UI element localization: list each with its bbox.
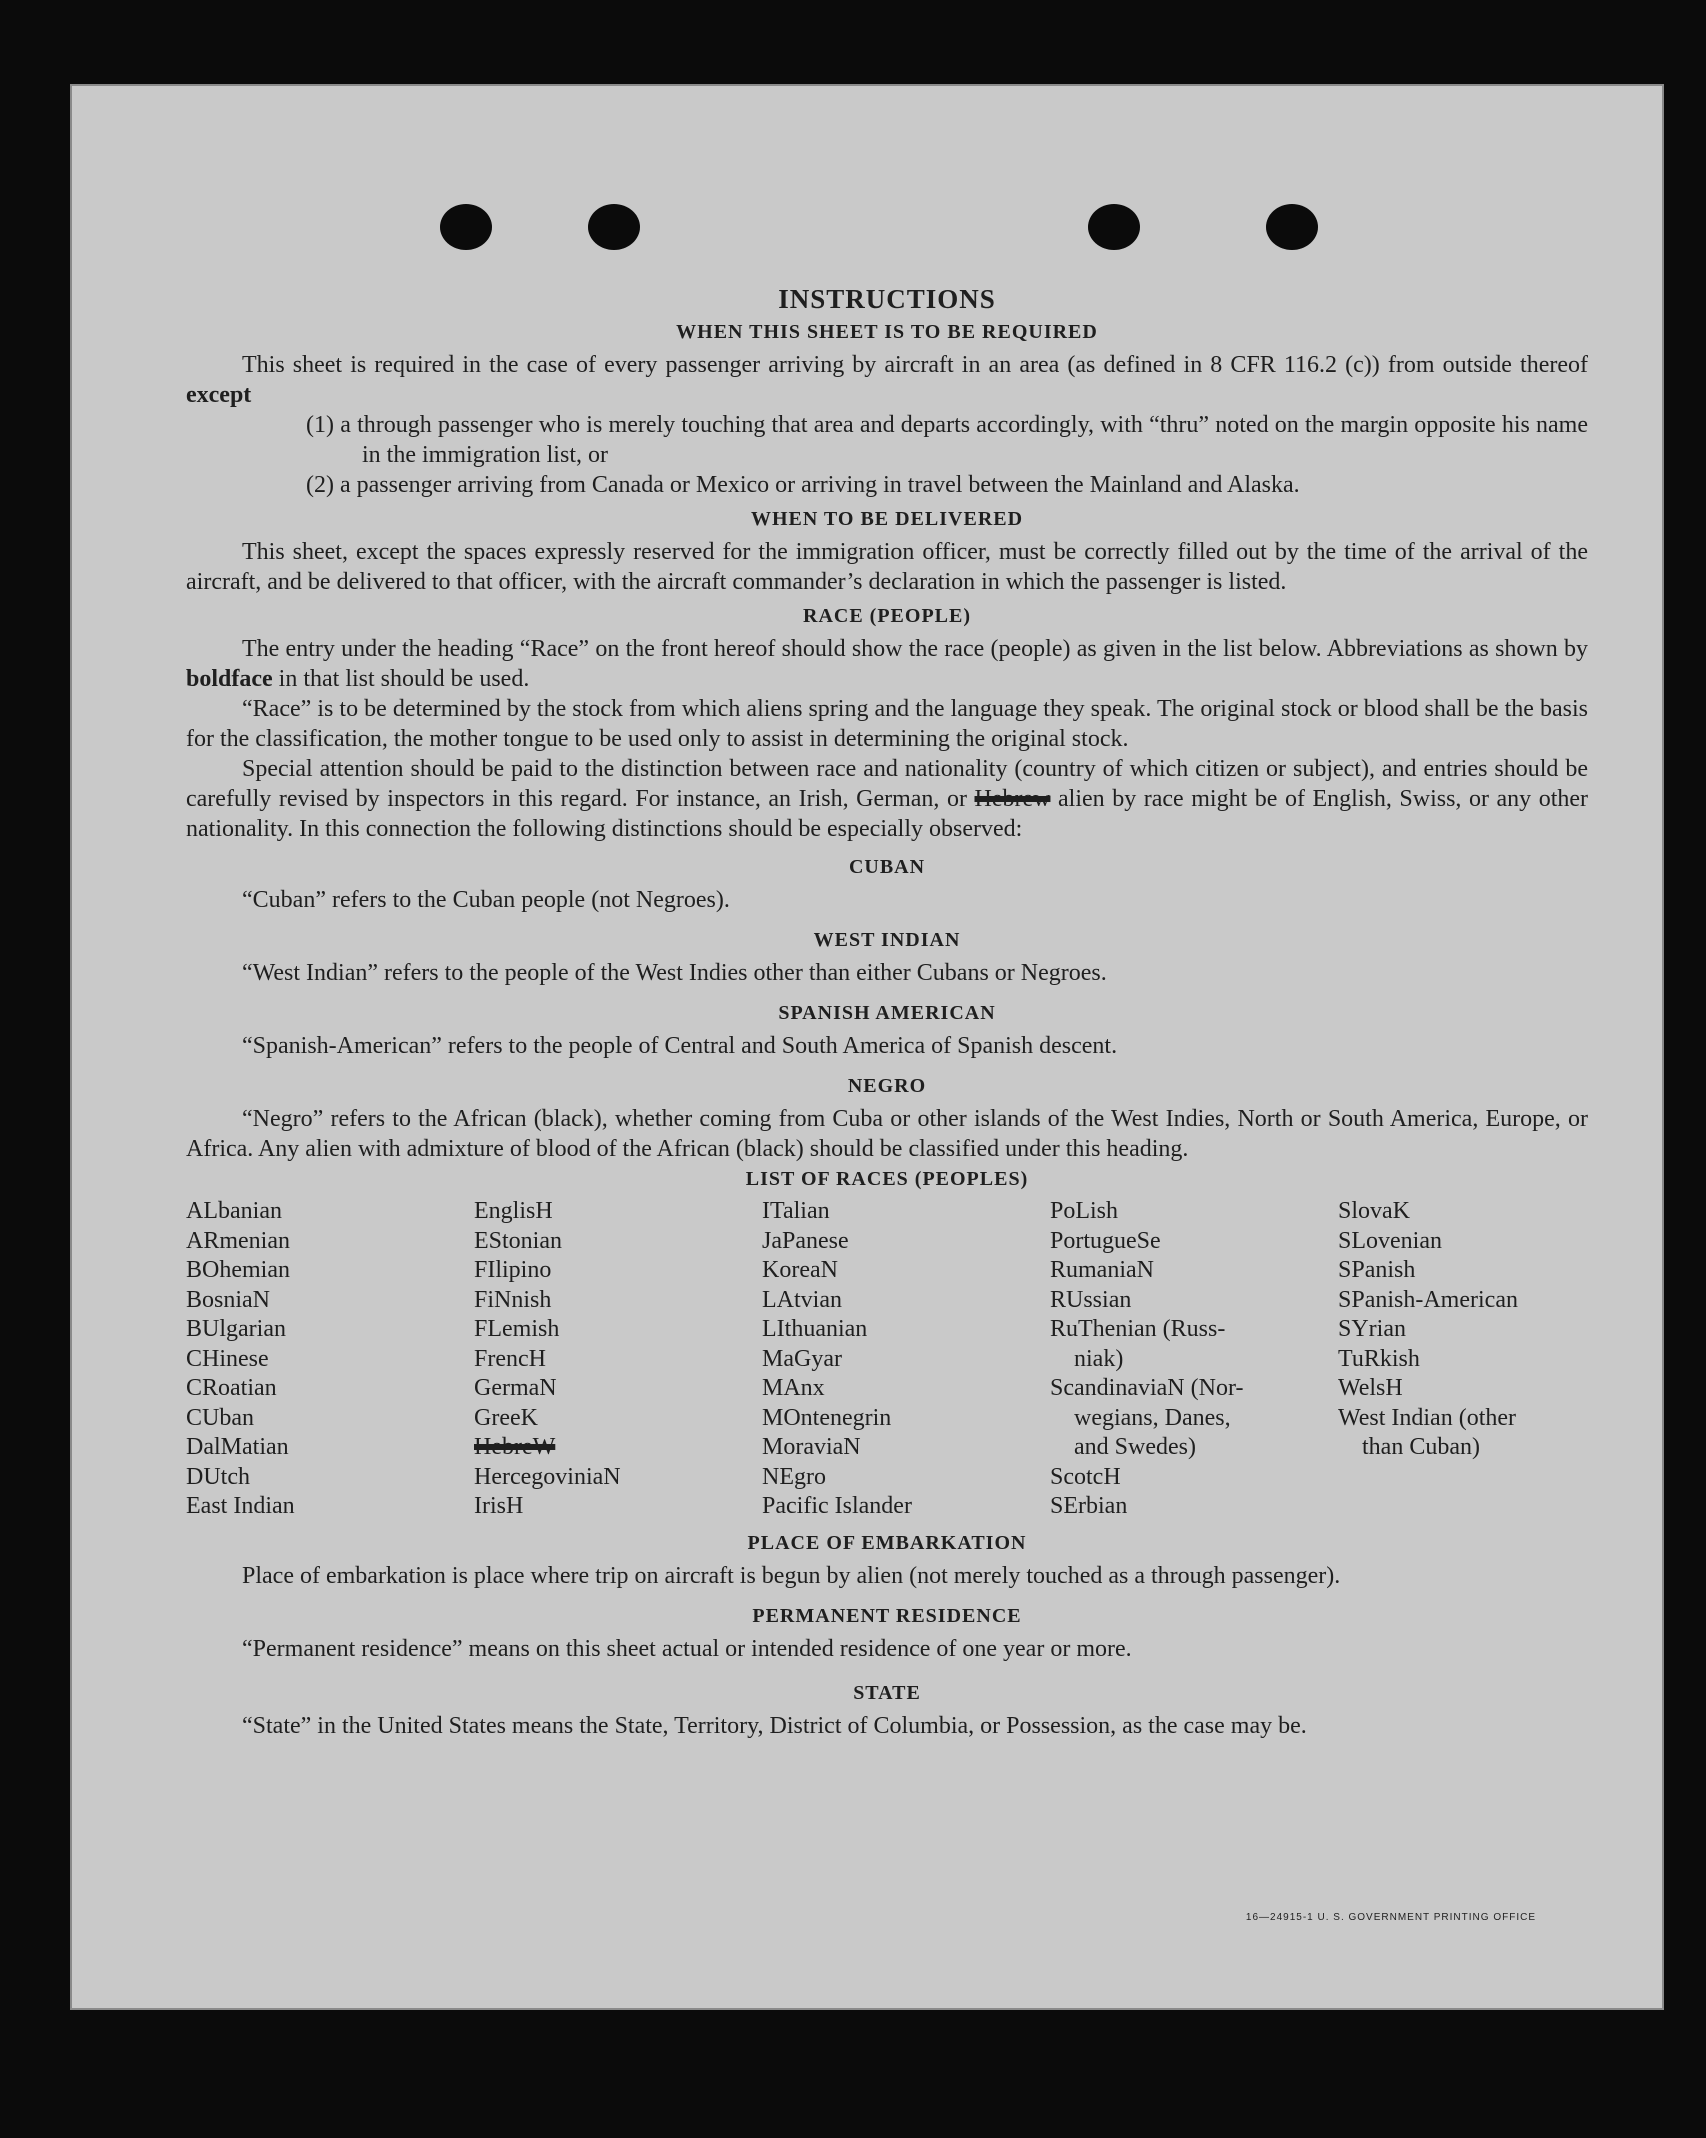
heading-spanish-american: SPANISH AMERICAN <box>778 1002 996 1024</box>
punch-hole <box>1088 204 1140 250</box>
race-item: BUlgarian <box>186 1316 286 1342</box>
race-item: RUssian <box>1050 1286 1132 1313</box>
race-item: GreeK <box>474 1404 538 1431</box>
exception-item-1: (1) a through passenger who is merely touching that area and departs accordingly, with “thru” noted on the margin opposite his name in the immigration list, or <box>306 412 1589 468</box>
race-item: RuThenian (Russ- <box>1050 1316 1226 1342</box>
instructions-content <box>186 284 1588 1755</box>
race-item: Pacific Islander <box>762 1493 912 1519</box>
punch-hole <box>440 204 492 250</box>
race-item: East Indian <box>186 1493 295 1519</box>
punch-hole <box>588 204 640 250</box>
race-item-continuation: than Cuban) <box>1362 1434 1480 1460</box>
race-item: SPanish <box>1338 1257 1416 1283</box>
race-item: LIthuanian <box>762 1316 868 1342</box>
race-item-continuation: wegians, Danes, <box>1074 1404 1231 1431</box>
race-item: EnglisH <box>474 1198 553 1224</box>
race-paragraph-1: The entry under the heading “Race” on the front hereof should show the race (people) as given in the list below. Abbreviations as shown by boldface in that list should be used. <box>186 636 1588 692</box>
race-item: CRoatian <box>186 1375 277 1401</box>
race-item: JaPanese <box>762 1227 849 1254</box>
heading-permanent-residence: PERMANENT RESIDENCE <box>752 1604 1022 1627</box>
race-item: DUtch <box>186 1463 250 1490</box>
heading-when-required: WHEN THIS SHEET IS TO BE REQUIRED <box>676 321 1098 343</box>
race-item: ScandinaviaN (Nor- <box>1050 1375 1244 1401</box>
race-paragraph-2: “Race” is to be determined by the stock from which aliens spring and the language they speak. The original stock or blood shall be the basis for the classification, the mother tongue to be used only to assist in determining the original stock. <box>186 696 1588 752</box>
permanent-residence-text: “Permanent residence” means on this sheet actual or intended residence of one year or more. <box>242 1635 1132 1662</box>
race-item: EStonian <box>474 1227 562 1254</box>
embarkation-text: Place of embarkation is place where trip on aircraft is begun by alien (not merely touched as a through passenger). <box>242 1562 1341 1589</box>
races-list <box>186 1197 1588 1522</box>
race-item: TuRkish <box>1338 1345 1420 1372</box>
definition-cuban: “Cuban” refers to the Cuban people (not Negroes). <box>242 887 730 913</box>
race-item: MoraviaN <box>762 1434 861 1460</box>
race-item: SLovenian <box>1338 1227 1442 1254</box>
punch-hole <box>1266 204 1318 250</box>
definition-west-indian: “West Indian” refers to the people of the West Indies other than either Cubans or Negroes. <box>242 960 1107 986</box>
race-item: SlovaK <box>1338 1198 1410 1224</box>
races-column-3 <box>762 1197 1050 1522</box>
race-item: FIlipino <box>474 1257 552 1283</box>
race-item: LAtvian <box>762 1286 842 1313</box>
race-item: PortugueSe <box>1050 1227 1161 1254</box>
definition-negro: “Negro” refers to the African (black), whether coming from Cuba or other islands of the West Indies, North or South America, Europe, or Africa. Any alien with admixture of blood of the African (black) should be classified under this heading. <box>186 1106 1588 1162</box>
race-item-continuation: niak) <box>1074 1345 1124 1372</box>
heading-embarkation: PLACE OF EMBARKATION <box>747 1531 1027 1554</box>
race-item: CHinese <box>186 1345 269 1372</box>
race-item-struck: HebreW <box>474 1434 556 1460</box>
races-column-5 <box>1338 1197 1588 1522</box>
heading-state: STATE <box>853 1681 921 1704</box>
race-item: West Indian (other <box>1338 1404 1517 1431</box>
race-item: FrencH <box>474 1345 546 1372</box>
state-text: “State” in the United States means the State, Territory, District of Columbia, or Possession, as the case may be. <box>242 1712 1307 1739</box>
race-item: GermaN <box>474 1375 557 1401</box>
race-item: RumaniaN <box>1050 1257 1154 1283</box>
race-item: SPanish-American <box>1338 1286 1518 1313</box>
heading-west-indian: WEST INDIAN <box>813 929 961 951</box>
heading-negro: NEGRO <box>847 1075 927 1097</box>
race-item: FiNnish <box>474 1286 552 1313</box>
race-paragraph-3: Special attention should be paid to the distinction between race and nationality (country of which citizen or subject), and entries should be carefully revised by inspectors in this regard. For instance, an Irish, German, or Hebrew alien by race might be of English, Swiss, or any other nationality. In this connection the following distinctions should be especially observed: <box>186 756 1588 842</box>
race-item: PoLish <box>1050 1198 1119 1224</box>
race-item: MaGyar <box>762 1345 842 1372</box>
heading-list-of-races: LIST OF RACES (PEOPLES) <box>745 1168 1029 1190</box>
race-item: NEgro <box>762 1463 826 1490</box>
race-item: ALbanian <box>186 1198 282 1224</box>
race-item-continuation: and Swedes) <box>1074 1434 1196 1460</box>
race-item: SYrian <box>1338 1316 1406 1342</box>
race-item: KoreaN <box>762 1257 838 1283</box>
race-item: IrisH <box>474 1493 524 1519</box>
race-item: ARmenian <box>186 1227 290 1254</box>
definition-spanish-american: “Spanish-American” refers to the people of Central and South America of Spanish descent. <box>242 1033 1118 1059</box>
race-item: SErbian <box>1050 1493 1128 1519</box>
page-title: INSTRUCTIONS <box>778 284 996 314</box>
race-item: BOhemian <box>186 1257 290 1283</box>
heading-race: RACE (PEOPLE) <box>803 605 971 627</box>
when-delivered-text: This sheet, except the spaces expressly reserved for the immigration officer, must be correctly filled out by the time of the arrival of the aircraft, and be delivered to that officer, with the aircraft commander’s declaration in which the passenger is listed. <box>186 539 1588 595</box>
race-item: MAnx <box>762 1375 825 1401</box>
races-column-4 <box>1050 1197 1338 1522</box>
race-item: BosniaN <box>186 1286 270 1313</box>
race-item: HercegoviniaN <box>474 1463 621 1490</box>
race-item: FLemish <box>474 1316 560 1342</box>
race-item: DalMatian <box>186 1434 289 1460</box>
race-item: CUban <box>186 1404 254 1431</box>
race-item: MOntenegrin <box>762 1404 892 1431</box>
exception-item-2: (2) a passenger arriving from Canada or Mexico or arriving in travel between the Mainland and Alaska. <box>306 472 1300 498</box>
document-page <box>70 84 1664 2010</box>
race-item: WelsH <box>1338 1375 1403 1401</box>
when-required-intro: This sheet is required in the case of every passenger arriving by aircraft in an area (as defined in 8 CFR 116.2 (c)) from outside thereof except <box>186 352 1588 408</box>
printing-office-code: 16—24915-1 U. S. GOVERNMENT PRINTING OFFICE <box>1245 1912 1536 1923</box>
race-item: ScotcH <box>1050 1463 1121 1490</box>
race-item: ITalian <box>762 1198 830 1224</box>
races-column-1 <box>186 1197 474 1522</box>
heading-cuban: CUBAN <box>848 856 926 878</box>
races-column-2 <box>474 1197 762 1522</box>
heading-when-delivered: WHEN TO BE DELIVERED <box>750 508 1024 530</box>
